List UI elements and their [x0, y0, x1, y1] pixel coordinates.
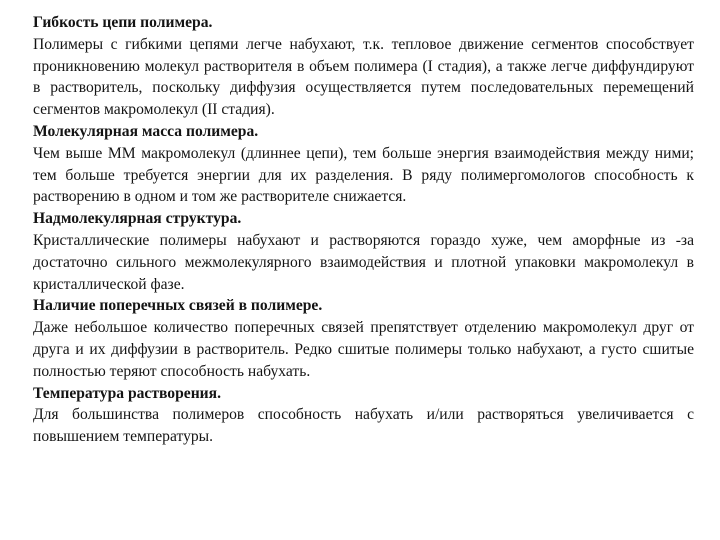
section-text-molecular-mass: Чем выше ММ макромолекул (длиннее цепи), тем больше энергия взаимодействия между ними; тем больше требуется энергии для их разделения. В ряду полимергомологов способность к растворению в одном и том же растворителе снижается. [33, 144, 694, 206]
section-heading-crosslinks: Наличие поперечных связей в полимере. [33, 297, 323, 315]
section-text-dissolution-temperature: Для большинства полимеров способность набухать и/или растворяться увеличивается с повышением температуры. [33, 406, 694, 446]
section-heading-molecular-mass: Молекулярная масса полимера. [33, 122, 259, 140]
document-page [33, 12, 694, 448]
section-text-supramolecular-structure: Кристаллические полимеры набухают и растворяются гораздо хуже, чем аморфные из -за достаточно сильного межмолекулярного взаимодействия и плотной упаковки макромолекул в кристаллической фазе. [33, 231, 694, 293]
section-heading-supramolecular-structure: Надмолекулярная структура. [33, 210, 242, 228]
section-heading-dissolution-temperature: Температура растворения. [33, 384, 222, 402]
section-heading-chain-flexibility: Гибкость цепи полимера. [33, 14, 213, 31]
section-text-chain-flexibility: Полимеры с гибкими цепями легче набухают, т.к. тепловое движение сегментов способствует проникновению молекул растворителя в объем полимера (I стадия), а также легче диффундируют в растворитель, поскольку диффузия осуществляется путем последовательных перемещений сегментов макромолекул (II стадия). [33, 35, 694, 119]
section-text-crosslinks: Даже небольшое количество поперечных связей препятствует отделению макромолекул друг от друга и их диффузии в растворитель. Редко сшитые полимеры только набухают, а густо сшитые полностью теряют способность набухать. [33, 319, 694, 380]
